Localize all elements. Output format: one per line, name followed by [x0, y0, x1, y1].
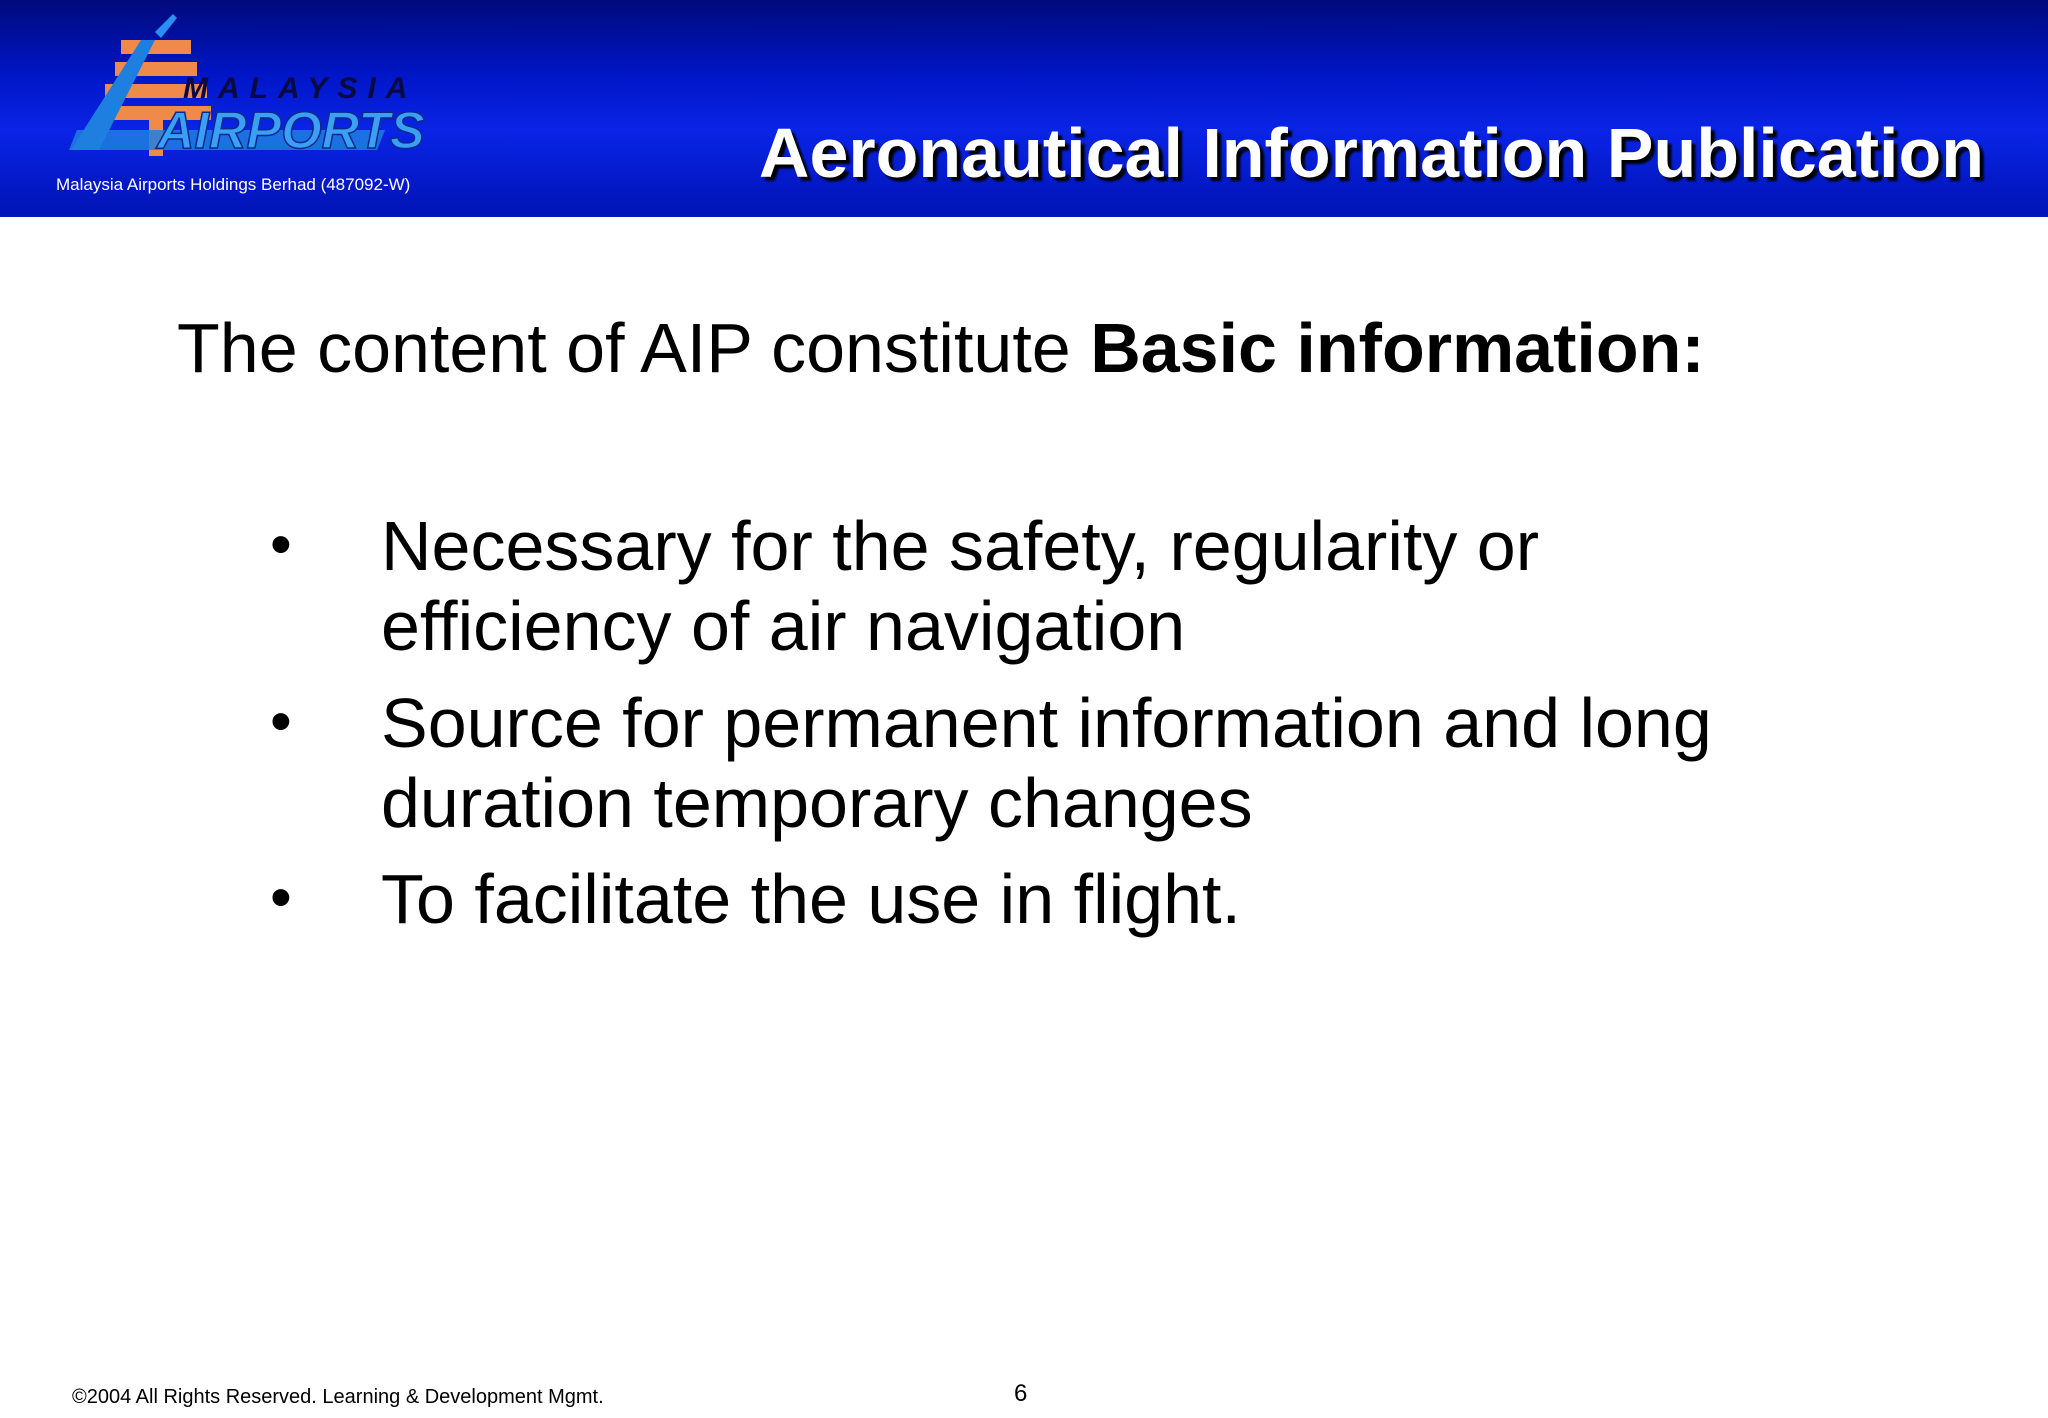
intro-bold-text: Basic information:: [1090, 309, 1705, 387]
bullet-text-line-1: Source for permanent information and long: [381, 684, 1712, 762]
malaysia-airports-logo: [55, 10, 455, 170]
bullet-text-line-1: Necessary for the safety, regularity or: [381, 507, 1540, 585]
slide-header: [0, 0, 2048, 217]
company-name: Malaysia Airports Holdings Berhad (487092-W): [56, 175, 411, 194]
bullet-text-line-2: duration temporary changes: [381, 764, 1253, 842]
intro-sentence: [177, 308, 1705, 388]
page-number: 6: [1014, 1380, 1028, 1407]
bullet-icon: •: [270, 863, 292, 932]
copyright-notice: ©2004 All Rights Reserved. Learning & Development Mgmt.: [72, 1386, 604, 1408]
svg-text:MALAYSIA: MALAYSIA: [183, 72, 418, 105]
bullet-icon: •: [270, 510, 292, 579]
control-tower-logo-icon: [55, 10, 455, 170]
intro-plain-text: The content of AIP constitute: [177, 309, 1091, 387]
slide-title: Aeronautical Information Publication: [758, 114, 1984, 192]
bullet-text-line-1: To facilitate the use in flight.: [381, 860, 1241, 938]
svg-text:AIRPORTS: AIRPORTS: [157, 102, 425, 160]
bullet-text-line-2: efficiency of air navigation: [381, 587, 1186, 665]
bullet-icon: •: [270, 687, 292, 756]
